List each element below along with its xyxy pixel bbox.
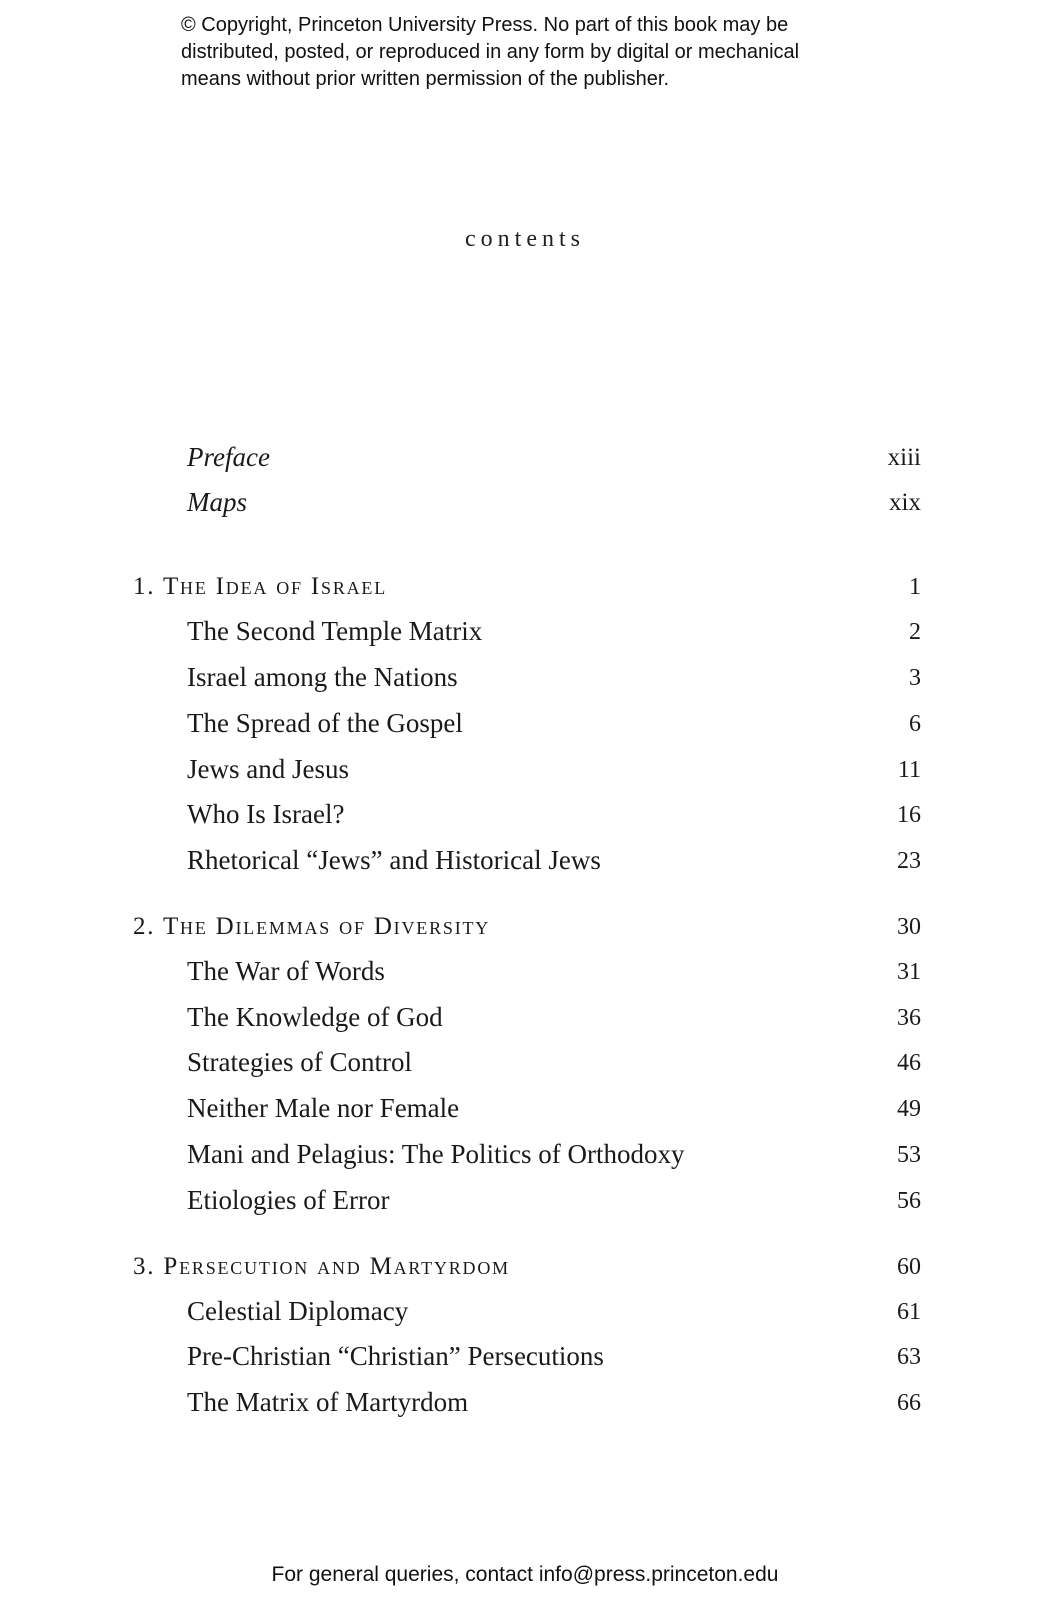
toc-entry-title: Maps xyxy=(187,487,247,517)
section-page: 36 xyxy=(897,1005,921,1031)
section-page: 16 xyxy=(897,802,921,828)
section-title: The War of Words xyxy=(187,956,385,986)
toc-section[interactable] xyxy=(0,1181,1050,1221)
toc-entry-title: Preface xyxy=(187,442,270,472)
toc-chapter-2[interactable] xyxy=(0,907,1050,947)
toc-section[interactable] xyxy=(0,658,1050,698)
chapter-title: 2. The Dilemmas of Diversity xyxy=(133,913,491,940)
section-page: 46 xyxy=(897,1050,921,1076)
toc-section[interactable] xyxy=(0,1337,1050,1377)
section-page: 23 xyxy=(897,848,921,874)
toc-section[interactable] xyxy=(0,841,1050,881)
toc-section[interactable] xyxy=(0,795,1050,835)
section-page: 63 xyxy=(897,1344,921,1370)
toc-chapter-3[interactable] xyxy=(0,1247,1050,1287)
toc-section[interactable] xyxy=(0,1383,1050,1423)
section-title: Who Is Israel? xyxy=(187,799,345,829)
chapter-title: 3. Persecution and Martyrdom xyxy=(133,1253,510,1280)
page-title: contents xyxy=(465,226,585,252)
copyright-line: means without prior written permission of the publisher. xyxy=(181,68,670,90)
chapter-page: 30 xyxy=(897,914,921,940)
toc-entry-page: xix xyxy=(889,489,921,516)
footer-contact: For general queries, contact info@press.princeton.edu xyxy=(271,1563,779,1586)
toc-section[interactable] xyxy=(0,1089,1050,1129)
section-title: The Knowledge of God xyxy=(187,1002,443,1032)
section-page: 49 xyxy=(897,1096,921,1122)
section-page: 56 xyxy=(897,1188,921,1214)
toc-section[interactable] xyxy=(0,704,1050,744)
copyright-notice xyxy=(181,12,901,93)
section-title: The Matrix of Martyrdom xyxy=(187,1387,469,1417)
toc-section[interactable] xyxy=(0,612,1050,652)
chapter-title: 1. The Idea of Israel xyxy=(133,573,388,600)
section-page: 31 xyxy=(897,959,921,985)
section-page: 53 xyxy=(897,1142,921,1168)
section-page: 66 xyxy=(897,1390,921,1416)
section-title: Strategies of Control xyxy=(187,1047,412,1077)
section-title: The Second Temple Matrix xyxy=(187,616,483,646)
chapter-page: 60 xyxy=(897,1254,921,1280)
toc-chapter-1[interactable] xyxy=(0,567,1050,607)
section-page: 11 xyxy=(897,757,921,783)
toc-entry-maps[interactable] xyxy=(0,483,1050,523)
toc-entry-preface[interactable] xyxy=(0,438,1050,478)
section-title: Etiologies of Error xyxy=(187,1185,390,1215)
toc-entry-page: xiii xyxy=(887,444,921,471)
section-title: The Spread of the Gospel xyxy=(187,708,463,738)
section-page: 6 xyxy=(909,711,921,737)
section-page: 61 xyxy=(897,1299,921,1325)
section-title: Jews and Jesus xyxy=(187,754,349,784)
toc-section[interactable] xyxy=(0,1292,1050,1332)
section-title: Israel among the Nations xyxy=(187,662,458,692)
toc-section[interactable] xyxy=(0,952,1050,992)
section-page: 2 xyxy=(909,619,921,645)
section-title: Pre-Christian “Christian” Persecutions xyxy=(187,1341,604,1371)
section-page: 3 xyxy=(909,665,921,691)
copyright-line: distributed, posted, or reproduced in any form by digital or mechanical xyxy=(181,41,800,63)
section-title: Mani and Pelagius: The Politics of Orthodoxy xyxy=(187,1139,685,1169)
copyright-line: © Copyright, Princeton University Press. No part of this book may be xyxy=(181,14,789,36)
section-title: Rhetorical “Jews” and Historical Jews xyxy=(187,845,601,875)
toc-section[interactable] xyxy=(0,750,1050,790)
section-title: Neither Male nor Female xyxy=(187,1093,460,1123)
toc-section[interactable] xyxy=(0,1135,1050,1175)
section-title: Celestial Diplomacy xyxy=(187,1296,409,1326)
toc-section[interactable] xyxy=(0,998,1050,1038)
chapter-page: 1 xyxy=(909,574,921,600)
toc-section[interactable] xyxy=(0,1043,1050,1083)
